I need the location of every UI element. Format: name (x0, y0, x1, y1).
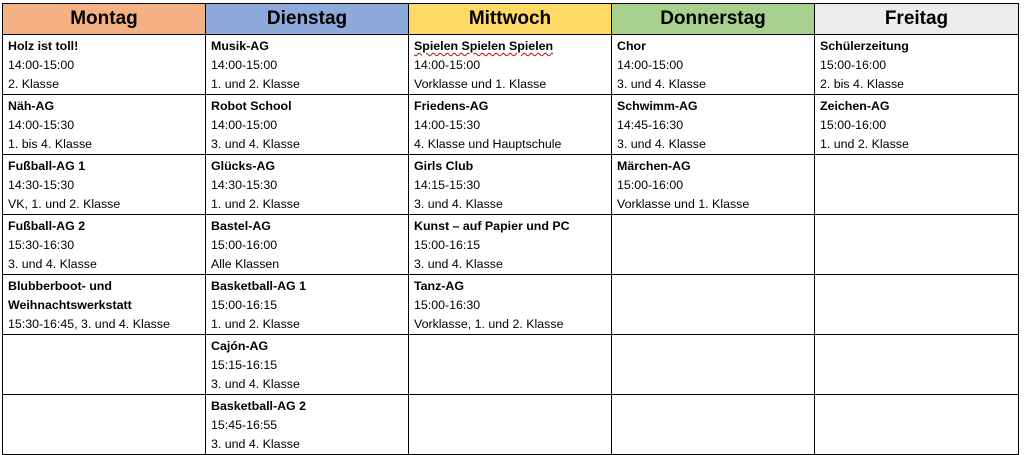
day-header-montag: Montag (3, 4, 206, 35)
table-row (3, 395, 1019, 455)
activity-cell (206, 395, 409, 455)
activity-title: Basketball-AG 2 (211, 399, 307, 413)
activity-time: 15:45-16:55 (211, 418, 278, 432)
activity-title: Märchen-AG (617, 159, 691, 173)
empty-cell (815, 335, 1019, 395)
activity-cell (3, 275, 206, 335)
activity-time: 14:00-15:30 (414, 118, 481, 132)
empty-cell (815, 155, 1019, 215)
activity-cell (3, 215, 206, 275)
activity-title: Fußball-AG 1 (8, 159, 86, 173)
activity-cell (815, 35, 1019, 95)
activity-cell (612, 95, 815, 155)
activity-time: 15:00-16:15 (414, 238, 481, 252)
table-row (3, 155, 1019, 215)
activity-classes: 3. und 4. Klasse (211, 137, 300, 151)
activity-title: Bastel-AG (211, 219, 271, 233)
activity-title: Friedens-AG (414, 99, 489, 113)
empty-cell (612, 335, 815, 395)
activity-cell (3, 95, 206, 155)
header-row (3, 4, 1019, 35)
activity-time: 14:00-15:30 (8, 118, 75, 132)
empty-cell (3, 335, 206, 395)
activity-cell (612, 35, 815, 95)
activity-time: 14:00-15:00 (211, 118, 278, 132)
activity-title: Basketball-AG 1 (211, 279, 307, 293)
activity-classes: 3. und 4. Klasse (617, 77, 706, 91)
table-row (3, 335, 1019, 395)
empty-cell (815, 395, 1019, 455)
activity-cell (409, 155, 612, 215)
activity-time: 15:00-16:00 (617, 178, 684, 192)
activity-title: Robot School (211, 99, 292, 113)
table-row (3, 95, 1019, 155)
empty-cell (612, 275, 815, 335)
activity-title: Schwimm-AG (617, 99, 698, 113)
day-header-donnerstag: Donnerstag (612, 4, 815, 35)
activity-classes: 3. und 4. Klasse (414, 257, 503, 271)
activity-classes: 1. und 2. Klasse (820, 137, 909, 151)
activity-time: 15:00-16:00 (820, 58, 887, 72)
activity-classes: VK, 1. und 2. Klasse (8, 197, 121, 211)
empty-cell (612, 215, 815, 275)
activity-cell (409, 275, 612, 335)
table-row (3, 215, 1019, 275)
activity-cell (206, 35, 409, 95)
activity-time: 14:15-15:30 (414, 178, 481, 192)
activity-cell (206, 95, 409, 155)
activity-classes: 2. Klasse (8, 77, 59, 91)
activity-time: 14:45-16:30 (617, 118, 684, 132)
activity-classes: 3. und 4. Klasse (414, 197, 503, 211)
activity-title: Zeichen-AG (820, 99, 890, 113)
activity-time: 14:30-15:30 (8, 178, 75, 192)
activity-classes: 4. Klasse und Hauptschule (414, 137, 562, 151)
activity-time: 14:00-15:00 (8, 58, 75, 72)
activity-title: Girls Club (414, 159, 474, 173)
empty-cell (409, 335, 612, 395)
activity-cell (409, 35, 612, 95)
table-row (3, 275, 1019, 335)
activity-cell (206, 335, 409, 395)
activity-classes: 3. und 4. Klasse (8, 257, 97, 271)
activity-classes: Vorklasse und 1. Klasse (414, 77, 547, 91)
activity-cell (815, 95, 1019, 155)
empty-cell (409, 395, 612, 455)
activity-title: Fußball-AG 2 (8, 219, 86, 233)
empty-cell (3, 395, 206, 455)
activity-cell (206, 155, 409, 215)
activity-cell (3, 155, 206, 215)
activity-cell (409, 95, 612, 155)
activity-title: Näh-AG (8, 99, 55, 113)
activity-classes: 1. und 2. Klasse (211, 197, 300, 211)
activity-classes: Alle Klassen (211, 257, 280, 271)
schedule-body (3, 35, 1019, 455)
activity-title: Holz ist toll! (8, 39, 79, 53)
activity-time: 15:00-16:15 (211, 298, 278, 312)
activity-classes: 1. bis 4. Klasse (8, 137, 93, 151)
activity-time: 15:00-16:00 (211, 238, 278, 252)
activity-title: Musik-AG (211, 39, 269, 53)
day-header-dienstag: Dienstag (206, 4, 409, 35)
activity-cell (612, 155, 815, 215)
activity-time: 15:30-16:30 (8, 238, 75, 252)
activity-title: Cajón-AG (211, 339, 269, 353)
activity-time: 15:00-16:00 (820, 118, 887, 132)
activity-classes: 1. und 2. Klasse (211, 77, 300, 91)
activity-title: Tanz-AG (414, 279, 465, 293)
activity-cell (409, 215, 612, 275)
activity-cell (3, 35, 206, 95)
activity-classes: Vorklasse und 1. Klasse (617, 197, 750, 211)
activity-title: Spielen Spielen Spielen (414, 39, 554, 53)
activity-title: Blubberboot- und (8, 279, 112, 293)
activity-classes: 1. und 2. Klasse (211, 317, 300, 331)
day-header-freitag: Freitag (815, 4, 1019, 35)
activity-title-continued: Weihnachtswerkstatt (8, 298, 132, 312)
activity-title: Kunst – auf Papier und PC (414, 219, 570, 233)
activity-time: 14:00-15:00 (211, 58, 278, 72)
activity-time: 14:30-15:30 (211, 178, 278, 192)
activity-time: 15:15-16:15 (211, 358, 278, 372)
activity-time: 15:30-16:45, 3. und 4. Klasse (8, 317, 170, 331)
table-row (3, 35, 1019, 95)
day-header-mittwoch: Mittwoch (409, 4, 612, 35)
activity-time: 15:00-16:30 (414, 298, 481, 312)
activity-cell (206, 275, 409, 335)
ag-schedule-table (2, 3, 1019, 455)
activity-classes: Vorklasse, 1. und 2. Klasse (414, 317, 564, 331)
activity-title: Chor (617, 39, 646, 53)
activity-classes: 3. und 4. Klasse (211, 377, 300, 391)
activity-classes: 3. und 4. Klasse (617, 137, 706, 151)
activity-time: 14:00-15:00 (617, 58, 684, 72)
activity-title: Glücks-AG (211, 159, 276, 173)
activity-classes: 2. bis 4. Klasse (820, 77, 905, 91)
empty-cell (815, 215, 1019, 275)
activity-cell (206, 215, 409, 275)
empty-cell (815, 275, 1019, 335)
empty-cell (612, 395, 815, 455)
activity-title: Schülerzeitung (820, 39, 909, 53)
activity-time: 14:00-15:00 (414, 58, 481, 72)
activity-classes: 3. und 4. Klasse (211, 437, 300, 451)
